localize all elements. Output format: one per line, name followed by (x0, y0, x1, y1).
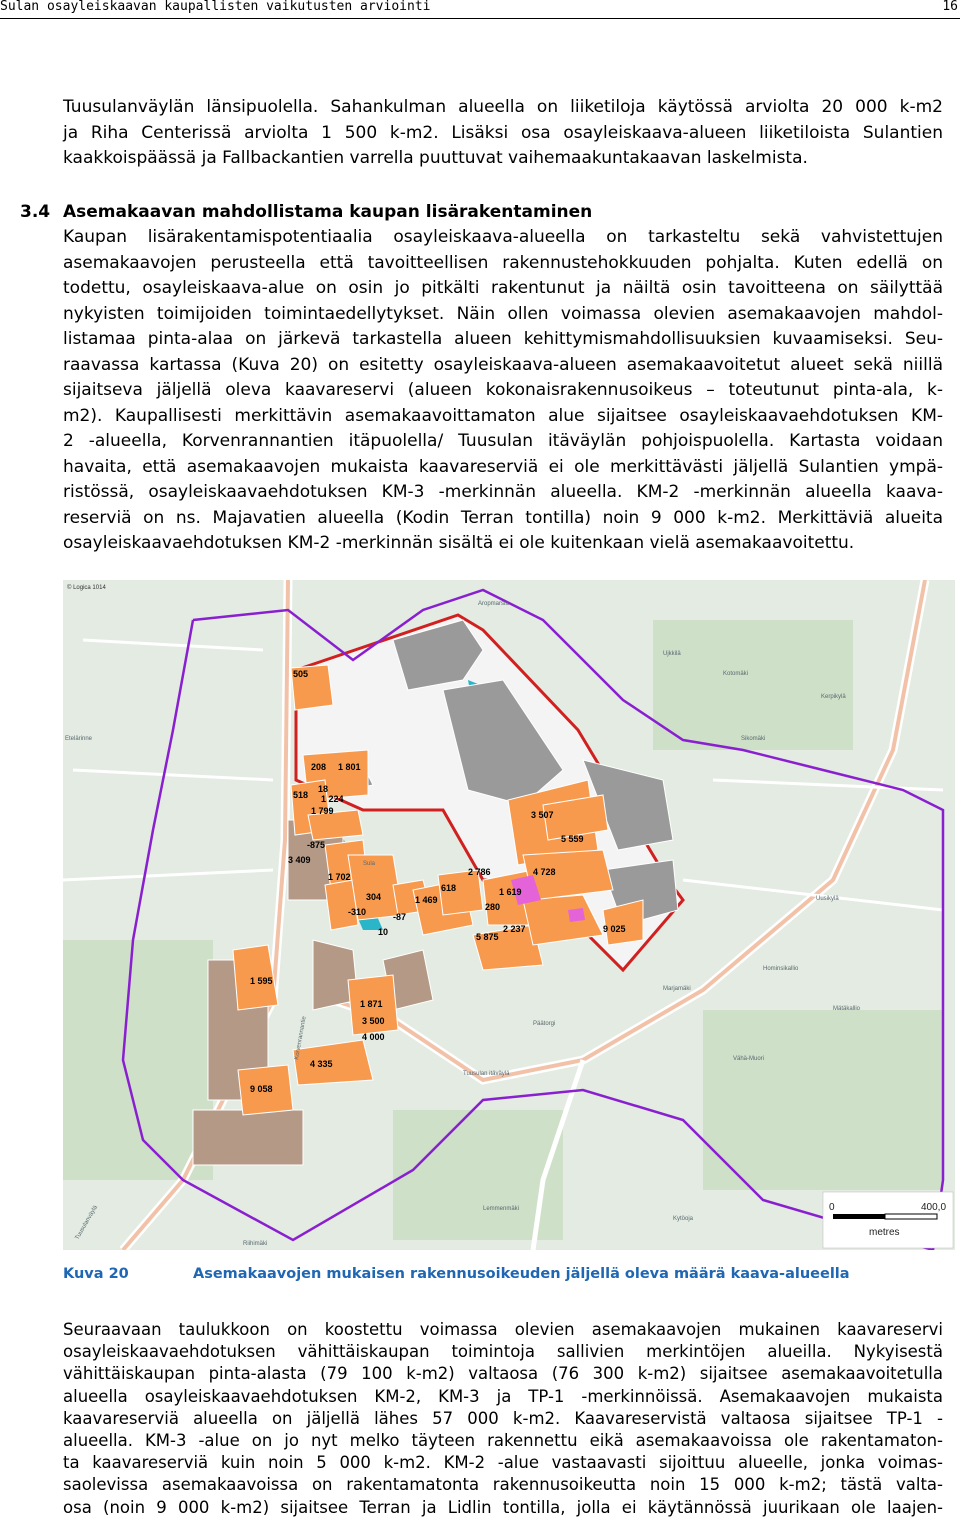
map-copyright: © Logica 1014 (67, 585, 106, 591)
paragraph-line: saolevissa asemakaavoissa on rakentamatonta rakennusoikeutta noin 15 000 k-m2; tästä valta- (63, 1475, 943, 1495)
area-label: 505 (293, 669, 309, 679)
place-name: Tuusulanväylä (74, 1204, 99, 1241)
place-name: Tuusulan itäväylä (463, 1071, 510, 1077)
paragraph-line: Seuraavaan taulukkoon on koostettu voimassa olevien asemakaavojen mukainen kaavareservi (63, 1320, 943, 1339)
scale-end: 400,0 (921, 1202, 947, 1213)
paragraph-line: havaita, että asemakaavojen mukaista kaavareserviä ei ole merkittävästi jäljellä Sulantien ympä- (63, 456, 943, 477)
place-name: Lemmenmäki (483, 1206, 520, 1212)
paragraph-line: asemakaavojen perusteella että tavoitteellisen rakennustehokkuuden pohjalta. Kuten edellä on (63, 252, 943, 273)
place-name: Vähä-Muori (733, 1056, 765, 1062)
place-name: Marjamäki (663, 986, 691, 992)
area-label: 1 801 (338, 762, 361, 772)
place-name: Sula (363, 861, 376, 867)
area-label: 5 875 (476, 932, 499, 942)
intro-paragraph (63, 95, 943, 172)
area-label: 9 025 (603, 924, 626, 934)
area-label: 618 (441, 883, 457, 893)
area-label: 4 728 (533, 867, 556, 877)
place-name: Riihimäki (243, 1241, 268, 1247)
section-number: 3.4 (20, 202, 51, 222)
area-label: 280 (485, 902, 501, 912)
place-name: Mätäkallio (833, 1006, 861, 1012)
area-label: 1 619 (499, 887, 522, 897)
scale-start: 0 (829, 1202, 835, 1213)
paragraph-line: ta kaavareserviä kuin noin 5 000 k-m2. KM-2 -alue vastaavasti sijoittuu alueelle, jonka voimas- (63, 1453, 943, 1473)
paragraph-line: raavassa kartassa (Kuva 20) on esitetty osayleiskaava-alueen asemakaavoitetut alueet sekä niillä (63, 354, 943, 375)
area-label: 1 595 (250, 976, 273, 986)
paragraph-line: kaakkoispäässä ja Fallbackantien varrella puuttuvat vaihemaakuntakaavan laskelmista. (63, 148, 808, 168)
area-label: 2 237 (503, 924, 526, 934)
figure-caption-text: Asemakaavojen mukaisen rakennusoikeuden jäljellä oleva määrä kaava-alueella (193, 1266, 850, 1282)
paragraph-line: Tuusulanväylän länsipuolella. Sahankulman alueella on liiketiloja käytössä arviolta 20 000 k-m2 (63, 97, 943, 117)
place-name: Päätorgi (533, 1021, 556, 1027)
paragraph-line: ristössä, osayleiskaavaehdotuksen KM-3 -merkinnän alueella. KM-2 -merkinnän alueella kaava- (63, 482, 943, 502)
figure-caption-label: Kuva 20 (63, 1266, 129, 1282)
paragraph-line: osayleiskaavaehdotuksen KM-2 -merkinnän sisältä ei ole kuitenkaan vielä asemakaavoitettu. (63, 533, 855, 553)
paragraph-line: alueella osayleiskaavaehdotuksen KM-2, KM-3 ja TP-1 -merkinnöissä. Asemakaavojen mukaista (63, 1386, 943, 1406)
paragraph-line: kaavareserviä alueella on jäljellä lähes 57 000 k-m2. Kaavareservistä valtaosa sijaitsee TP-1 - (63, 1408, 943, 1428)
place-name: Sikomäki (741, 736, 766, 742)
paragraph-line: m2). Kaupallisesti merkittävin asemakaavoittamaton alue sijaitsee osayleiskaavaehdotuksen KM- (63, 405, 943, 426)
paragraph-line: reserviä on ns. Majavatien alueella (Kodin Terran tontilla) noin 9 000 k-m2. Merkittäviä alueita (63, 507, 943, 528)
paragraph-line: Kaupan lisärakentamispotentiaalia osayleiskaava-alueella on tarkasteltu sekä vahvistettujen (63, 227, 943, 247)
place-name: Kerpikylä (821, 694, 846, 700)
place-name: Uusikylä (816, 896, 839, 902)
paragraph-line: osa (noin 9 000 k-m2) sijaitsee Terran ja Lidlin tontilla, jolla ei käytännössä juurikaan ole laajen- (63, 1497, 943, 1517)
zoning-map (63, 580, 955, 1250)
place-name: Aropmarsia (478, 601, 509, 607)
area-label: 518 (293, 790, 309, 800)
area-label: 304 (366, 892, 382, 902)
area-label: 1 469 (415, 895, 438, 905)
section-heading (20, 200, 592, 224)
area-label: 1 702 (328, 872, 351, 882)
area-label: 1 871 (360, 999, 383, 1009)
area-label: 4 000 (362, 1032, 385, 1042)
running-header (0, 0, 960, 17)
place-name: Ujkkilä (663, 651, 681, 657)
section-paragraph (63, 225, 943, 557)
place-name: Korvenrannantie (294, 1015, 308, 1061)
closing-paragraph (63, 1319, 943, 1519)
area-label: 18 (318, 784, 329, 794)
paragraph-line: todettu, osayleiskaava-alue on osin jo pitkälti rakentunut ja näiltä osin tavoitteena on säilyttää (63, 278, 943, 298)
area-label: 3 507 (531, 810, 554, 820)
paragraph-line: alueella. KM-3 -alue on jo nyt melko täyteen rakennettu eikä asemakaavoissa ole rakentamaton- (63, 1431, 943, 1451)
area-label: 4 335 (310, 1059, 333, 1069)
area-label: 10 (378, 927, 389, 937)
place-name: Hominsikallio (763, 966, 799, 972)
page-number: 16 (942, 0, 958, 14)
area-label: 1 799 (311, 806, 334, 816)
scale-bar (823, 1192, 953, 1248)
place-name: Kytöoja (673, 1216, 694, 1222)
document-title: Sulan osayleiskaavan kaupallisten vaikutusten arviointi (0, 0, 431, 14)
area-label: -875 (307, 840, 326, 850)
area-label: -310 (348, 907, 367, 917)
area-label: 2 786 (468, 867, 491, 877)
area-label: 1 224 (321, 794, 344, 804)
place-name: Kotomäki (723, 671, 749, 677)
paragraph-line: ja Riha Centerissä arviolta 1 500 k-m2. Lisäksi osa osayleiskaava-alueen liiketiloista Sulantien (63, 122, 943, 143)
area-label: 3 500 (362, 1016, 385, 1026)
place-name: Etelärinne (65, 736, 93, 742)
area-label: 5 559 (561, 834, 584, 844)
magenta-plot (568, 908, 585, 922)
paragraph-line: vähittäiskaupan pinta-alasta (79 100 k-m2) valtaosa (76 300 k-m2) sijaitsee asemakaavoitetulla (63, 1364, 943, 1384)
area-label: 208 (311, 762, 327, 772)
paragraph-line: sijaitseva jäljellä oleva kaavareservi (alueen kokonaisrakennusoikeus – toteutunut pinta-ala, k- (63, 380, 943, 400)
paragraph-line: 2 -alueella, Korvenrannantien itäpuolella/ Tuusulan itäväylän pohjoispuolella. Kartasta voidaan (63, 431, 943, 451)
scale-unit: metres (869, 1227, 900, 1238)
area-label: 3 409 (288, 855, 311, 865)
paragraph-line: osayleiskaavaehdotuksen vähittäiskaupan toimintoja sallivien merkintöjen alueilla. Nykyisestä (63, 1342, 943, 1362)
header-rule (0, 18, 960, 19)
area-label: -87 (393, 912, 407, 922)
section-title: Asemakaavan mahdollistama kaupan lisärakentaminen (63, 202, 593, 222)
area-label: 9 058 (250, 1084, 273, 1094)
paragraph-line: listamaa pinta-alaa on järkevä tarkastella alueen kehittymismahdollisuuksien kuvaamiseksi. Seu- (63, 329, 943, 349)
paragraph-line: nykyisten toimijoiden toimintaedellytykset. Näin ollen voimassa olevien asemakaavojen mahdol- (63, 303, 943, 324)
